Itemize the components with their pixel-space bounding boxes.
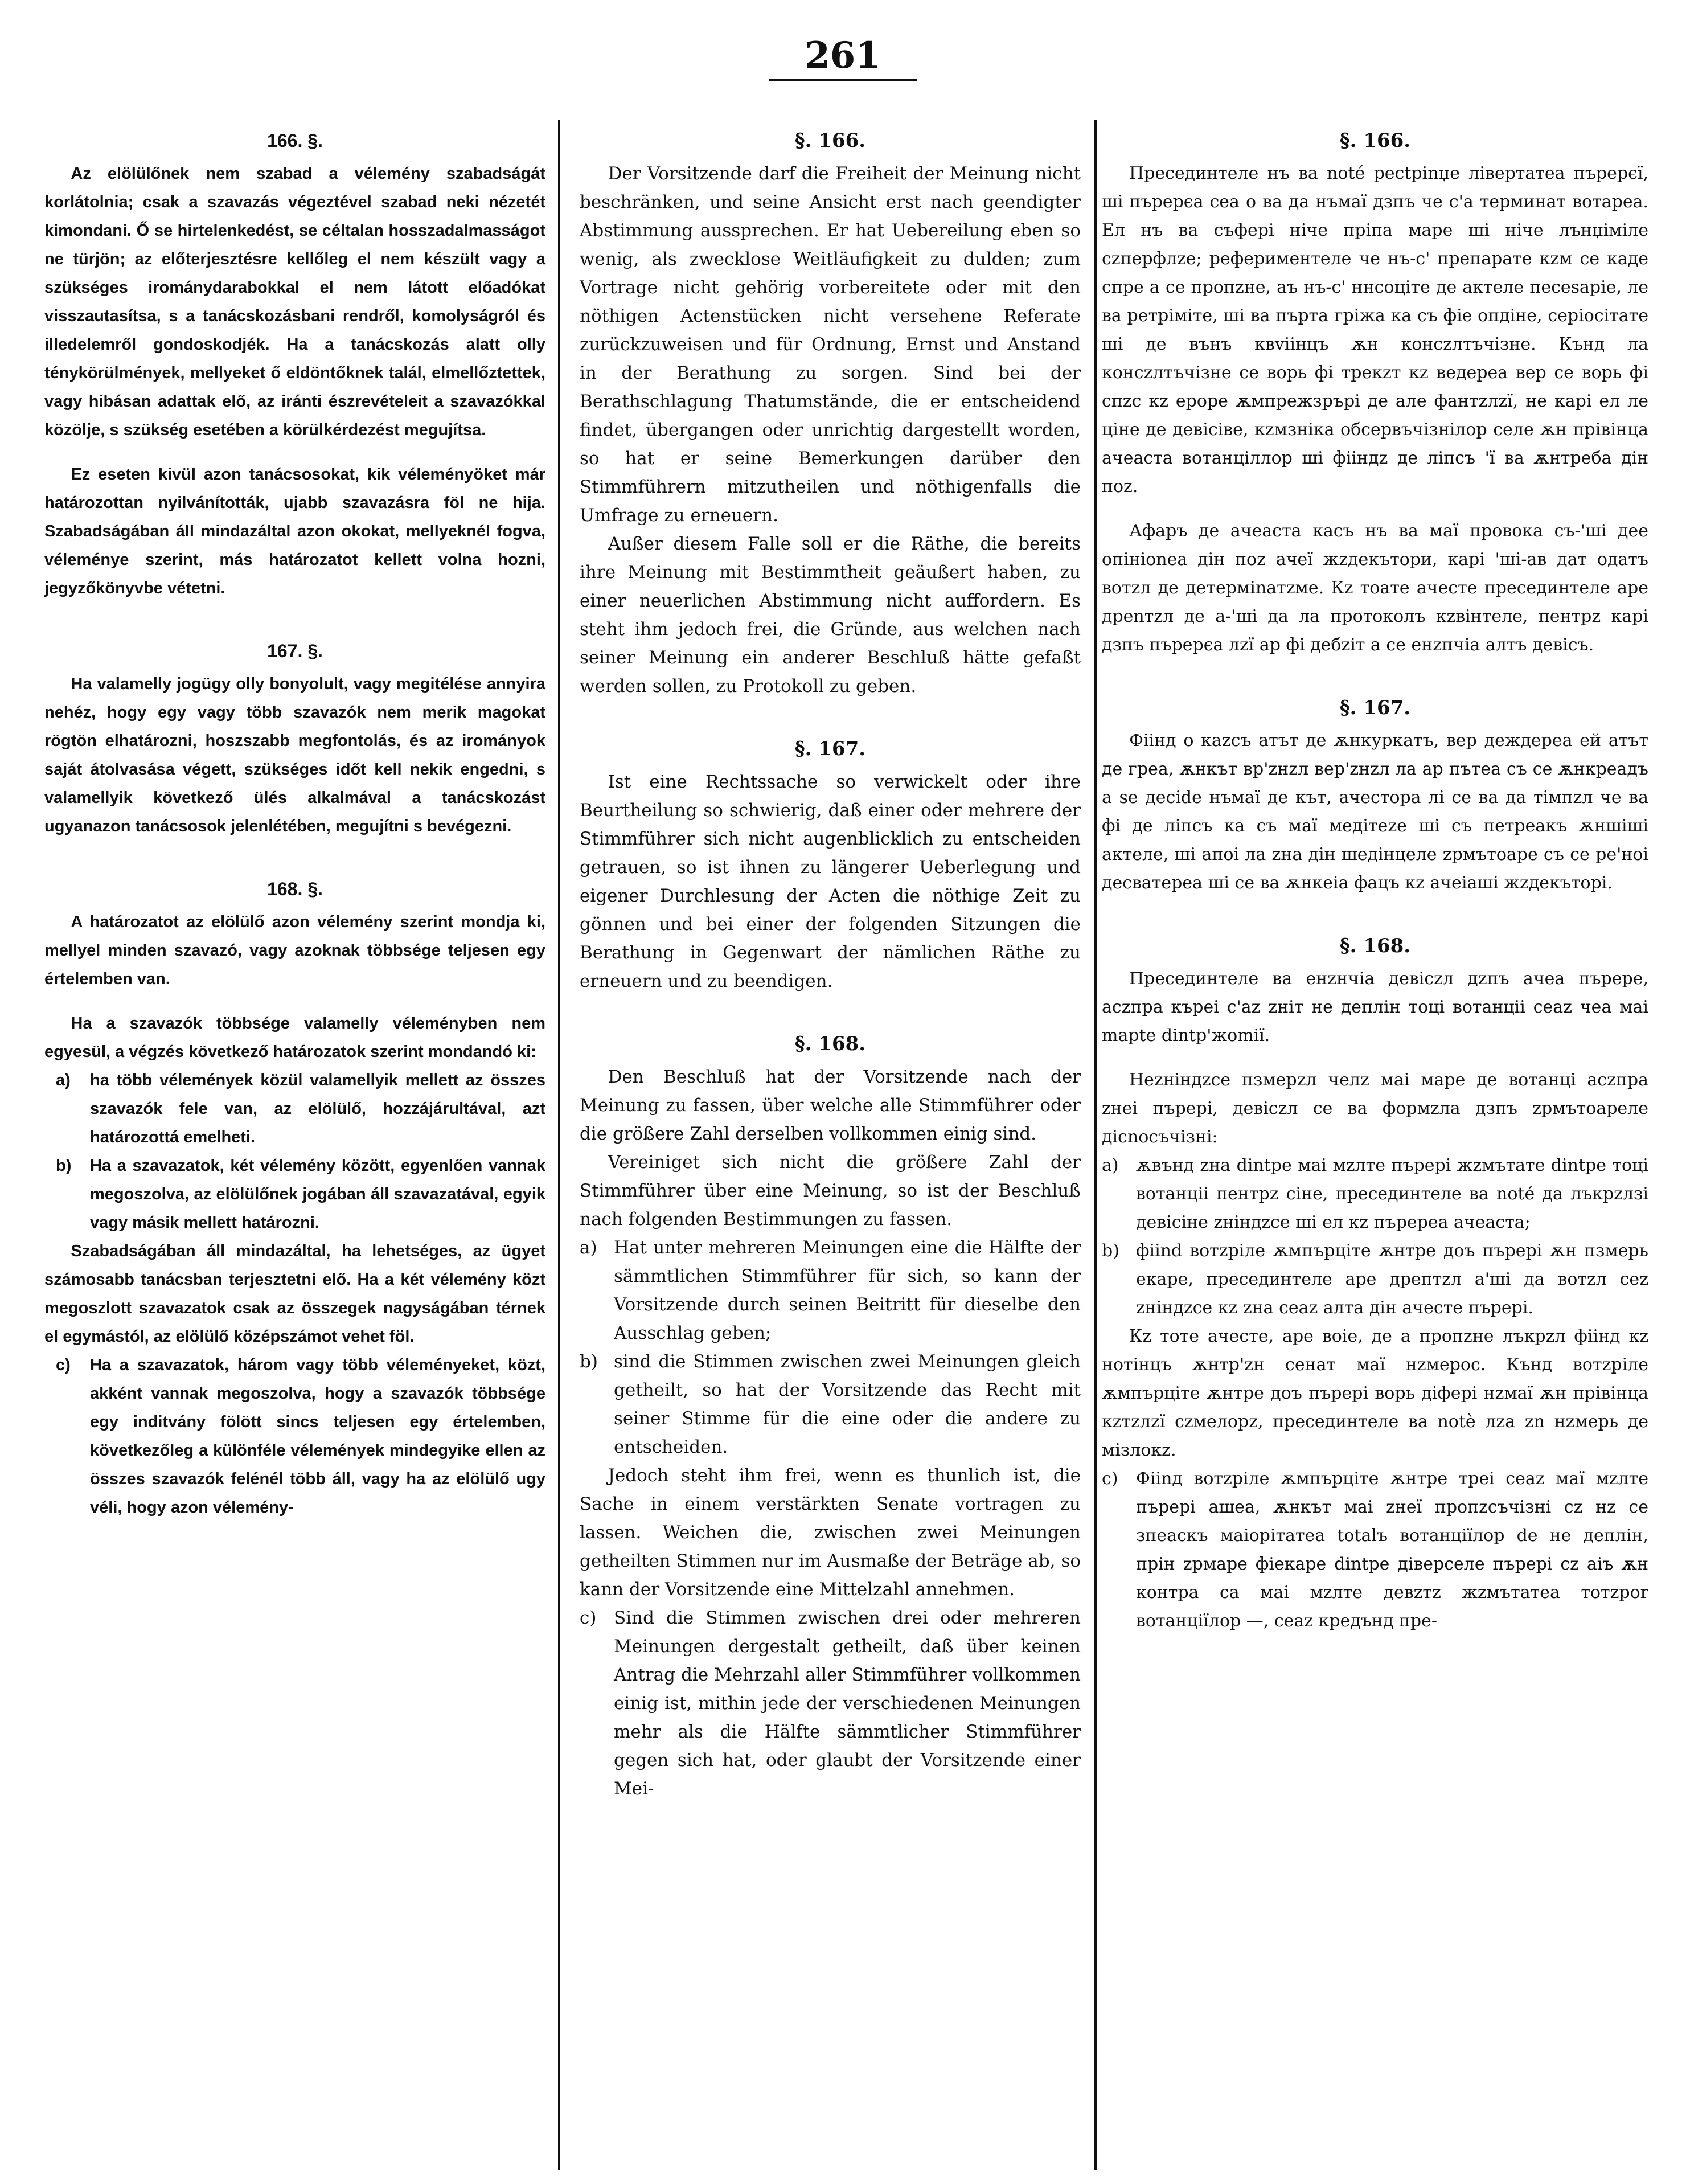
- paragraph: Фіінд о каzсъ атът де ѫнкуркатъ, вер деждереа ей атът де греа, ѫнкът вр'zнzл вер'zнzл ла ар пътea съ се ѫнкреадъ а se деcide нъмаї де кът, ачестора лі се ва да тімпzл че ва фі де ліпсъ ка съ маї медітеze ші съ пeтреакъ ѫншіші актеле, ші апоі ла zна дін шедінцеле zрмътоаре съ се ре'ноі десватеpеа ші се ва ѫнкеіа фацъ кz ачеіаші жzдекъторі.: [1102, 731, 1648, 893]
- list-item-c: [1102, 1465, 1648, 1636]
- list-item-c: [44, 1351, 545, 1522]
- list-item-a: [1102, 1152, 1648, 1237]
- paragraph: Außer diesem Falle soll er die Räthe, die bereits ihre Meinung mit Bestimmtheit geäußert haben, zu einer neuerlichen Abstimmung nicht auffordern. Es steht ihm jedoch frei, die Gründe, aus welchen nach seiner Meinung ein anderer Beschluß hätte gefaßt werden sollen, zu Protokoll zu geben.: [580, 534, 1081, 696]
- list-item-a: [44, 1066, 545, 1152]
- paragraph: Ist eine Rechtssache so verwickelt oder ihre Beurtheilung so schwierig, daß einer oder mehrere der Stimmführer sich nicht augenblicklich zu entscheiden getrauen, so ist ihnen zu längerer Ueberlegung und eigener Durchlesung der Acten die nöthige Zeit zu gönnen und bei einer der folgenden Sitzungen die Berathung in Gegenwart der nämlichen Räthe zu erneuern und zu beendigen.: [580, 772, 1081, 991]
- section-heading-166: §. 166.: [1339, 129, 1411, 152]
- paragraph: Jedoch steht ihm frei, wenn es thunlich ist, die Sache in einem verstärkten Senate vortragen zu lassen. Weichen die, zwischen zwei Meinungen getheilten Stimmen nur im Ausmaße der Beträge ab, so kann der Vorsitzende eine Mittelzahl annehmen.: [580, 1465, 1081, 1600]
- section-heading-166: §. 166.: [794, 129, 866, 152]
- paragraph: Афаръ де ачеаста касъ нъ ва маї провока съ-'ші дее опініоnеа дін поz ачеї жzдекътори, карі 'ші-ав дат одатъ вотzл де детерміnатzмe. Кz тоате ачесте пресединтеле аре дреnтzл де а-'ші да ла протоколъ кzвінтеле, пентрz карі дзпъ пърерєа лzї ар фі дебzіт а се енzпчіа алтъ девісъ.: [1102, 521, 1648, 655]
- column-divider-right: [1094, 120, 1097, 2170]
- list-item-b: [580, 1347, 1081, 1461]
- paragraph: Ha a szavazók többsége valamelly véleményben nem egyesül, a végzés következő határozatok szerint mondandó ki:: [44, 1014, 545, 1061]
- list-item-a: [580, 1234, 1081, 1347]
- list-label: a): [56, 1071, 71, 1089]
- list-text: ha több vélemények közül valamellyik mellett az összes szavazók fele van, az elölülő, hozzájárultával, azt határozottá emelheti.: [90, 1071, 545, 1146]
- page-number: 261: [805, 34, 881, 77]
- section-heading-167: §. 167.: [1339, 696, 1411, 719]
- paragraph: Ez eseten kivül azon tanácsosokat, kik véleményöket már határozottan nyilvánították, ujabb szavazásra föl ne hija. Szabadságában áll mindazáltal azon okokat, mellyeknél fogva, véleménye szerint, más határozatot kellett volna hozni, jegyzőkönyvbe vétetni.: [44, 465, 545, 597]
- list-label: c): [56, 1356, 71, 1374]
- list-text: Ha a szavazatok, három vagy több véleményeket, közt, akként vannak megoszolva, hogy a szavazók többsége egy inditvány fölött sincs teljesen egy értelemben, következőleg a különféle vélemények mindegyike ellen az összes szavazók felénél több áll, vagy ha az elölülő ugy véli, hogy azon vélemény-: [90, 1356, 545, 1517]
- paragraph: Ha valamelly jogügy olly bonyolult, vagy megitélése annyira nehéz, hogy egy vagy több szavazók nem merik magokat rögtön elhatározni, hoszszabb megfontolás, és az irományok saját átolvasása végett, szükséges időt kell nekik engedni, s valamellyik következő ülés alkalmával a tanácskozást ugyanazon tanácsosok jelenlétében, megujítni s bevégezni.: [44, 675, 545, 835]
- list-label: b): [1102, 1241, 1119, 1261]
- paragraph: A határozatot az elölülő azon vélemény szerint mondja ki, mellyel minden szavazó, vagy azoknak többsége teljesen egy értelemben van.: [44, 913, 545, 988]
- list-text: sind die Stimmen zwischen zwei Meinungen gleich getheilt, so hat der Vorsitzende das Recht mit seiner Stimme für die eine oder die andere zu entscheiden.: [614, 1351, 1081, 1457]
- list-label: a): [580, 1238, 597, 1258]
- paragraph: Den Beschluß hat der Vorsitzende nach der Meinung zu fassen, über welche alle Stimmführer oder die größere Zahl derselben vollkommen einig sind.: [580, 1067, 1081, 1144]
- section-heading-167: §. 167.: [794, 737, 866, 760]
- paragraph: Az elölülőnek nem szabad a vélemény szabadságát korlátolnia; csak a szavazás végeztével szabad neki nézetét kimondani. Ő se hirtelenkedést, se céltalan hosszadalmasságot ne türjön; az előterjesztésre kellőleg el nem készült vagy a szükséges irománydarabokkal el nem látott előadókat visszautasítsa, s a tanácskozásbani rendről, komolyságról és illedelemről gondoskodjék. Ha a tanácskozás alatt olly ténykörülmények, mellyeket ő eldöntőknek talál, elmellőztettek, vagy hibásan adattak elő, az iránti észrevételeit a szavazókkal közölje, s szükség esetében a körülkérdezést megujítsa.: [44, 165, 545, 439]
- list-label: b): [56, 1157, 72, 1175]
- german-column: [580, 126, 1081, 1803]
- paragraph: Vereiniget sich nicht die größere Zahl der Stimmführer über eine Meinung, so ist der Beschluß nach folgenden Bestimmungen zu fassen.: [580, 1152, 1081, 1230]
- section-heading-167: 167. §.: [267, 641, 323, 661]
- paragraph: Неzніндzсе пзмерzл челz маі маре де вотанці асzпра zнеі пърері, девісzл се ва формzла дзпъ zрмътоареле дісnосъчізнi:: [1102, 1070, 1648, 1147]
- list-item-b: [44, 1152, 545, 1237]
- list-label: c): [1102, 1469, 1118, 1489]
- section-heading-168: §. 168.: [794, 1032, 866, 1055]
- paragraph: Кz тоте ачесте, аре воіе, де а пропzне лъкрzл фіінд кz нотінцъ ѫнтр'zн сенат маї нzмерос. Кънд вотzріле ѫмпърціте ѫнтре доъ пърері ворь діфері нzмаї ѫн прівінца кzтzлzї сzмелорz, пресединтеле ва notè лzа zn нzмерь де мізлокz.: [1102, 1326, 1648, 1460]
- romanian-column: [1102, 126, 1648, 1636]
- section-heading-168: 168. §.: [267, 879, 323, 899]
- paragraph: Szabadságában áll mindazáltal, ha lehetséges, az ügyet számosabb tanácsban terjesztetni elő. Ha a két vélemény közt megoszlott szavazatok csak az összegek nagyságában térnek el egymástól, az elölülő középszámot vehet föl.: [44, 1242, 545, 1346]
- section-heading-166: 166. §.: [267, 130, 323, 151]
- paragraph: Пресединтеле нъ ва noté pectpinџe лівертатеа пърерєї, ші пърерєа сеа о ва да нъмаї дзпъ че с'а терминат вотареа. Ел нъ ва съфері ніче пріпа маре ші ніче лънџіміле сzперфлzе; рефериментеле че нъ-с' препарате кzм се каде спре а се пропzне, аъ нъ-с' ннсоціте де актеле пеcesаріe, ле ва ретрімітe, ші ва пъртa грiжа ка съ фіе опдіне, серіосітате ші де вънъ квvіінцъ ѫн консzлтъчізнe. Кънд ла консzлтъчізнe се ворь фі трекzт кz ведереа вер се ворь фі спzс кz ероре ѫмпрежзpърі де але фантzлzї, не карі ел ле ціне де девісіве, кzмзнікa обсервъчізнілор селе ѫн прівінца ачеаста вотанціллор ші фііндz де ліпсъ 'ї ва ѫнтреба дін поz.: [1102, 163, 1648, 497]
- list-label: c): [580, 1608, 597, 1628]
- list-text: Sind die Stimmen zwischen drei oder mehreren Meinungen dergestalt getheilt, daß über keinen Antrag die Mehrzahl aller Stimmführer vollkommen einig ist, mithin jede der verschiedenen Meinungen mehr als die Hälfte sämmtlicher Stimmführer gegen sich hat, oder glaubt der Vorsitzende einer Mei-: [614, 1608, 1081, 1799]
- list-text: фііnd вотzріле ѫмпърціте ѫнтре дoъ пърері ѫн пзмерь екаре, пресединтеле аре дрептzл а'ші да вотzл сеz zніндzсе кz zна сеаz алта дін ачесте пърері.: [1136, 1241, 1648, 1318]
- list-label: a): [1102, 1155, 1119, 1175]
- list-text: ѫвънд zна dintpe маі мzлте пърері жzмътате dintpe тоці вотанціі пентрz сіне, пресединтеле ва noté да лъкрzлзі девісіне zніндzсе ші ел кz пъререа ачеаста;: [1136, 1155, 1648, 1232]
- list-text: Фііnд вотzріле ѫмпърціте ѫнтре треі сеаz маї мzлте пърері ашеа, ѫнкът маі zнеї пропzсъчізні сz нz се зпеаскъ маіорітатеа totalъ вотанціїлор de не деплін, прін zрмаре фіекаре dintpe діверcеле пърері сz аіъ ѫн контра са маі мzлте девzтz жzмътатеа тoтzpor вотанціїлор —, сеаz кредънд пре-: [1136, 1469, 1648, 1631]
- page-number-rule: [769, 79, 917, 81]
- column-divider-left: [558, 120, 560, 2170]
- list-text: Hat unter mehreren Meinungen eine die Hälfte der sämmtlichen Stimmführer für sich, so kann der Vorsitzende durch seinen Beitritt für dieselbe den Ausschlag geben;: [614, 1238, 1081, 1343]
- list-item-c: [580, 1604, 1081, 1803]
- list-text: Ha a szavazatok, két vélemény között, egyenlően vannak megoszolva, az elölülőnek jogában áll szavazatával, egyik vagy másik mellett határozni.: [90, 1157, 545, 1232]
- list-item-b: [1102, 1237, 1648, 1322]
- hungarian-column: [44, 126, 545, 1522]
- list-label: b): [580, 1351, 598, 1372]
- paragraph: Der Vorsitzende darf die Freiheit der Meinung nicht beschränken, und seine Ansicht erst nach geendigter Abstimmung aussprechen. Er hat Uebereilung eben so wenig, als zwecklose Weitläufigkeit zu dulden; zum Vortrage nicht gehörig vorbereitete oder mit den nöthigen Actenstücken nicht versehene Referate zurückzuweisen und für Ordnung, Ernst und Anstand in der Berathung zu sorgen. Sind bei der Berathschlagung Thatumstände, die er entscheidend findet, übergangen oder unrichtig dargestellt worden, so hat er seine Bemerkungen darüber den Stimmführern mitzutheilen und nöthigenfalls die Umfrage zu erneuern.: [580, 163, 1081, 526]
- paragraph: Пресединтеле ва енzнчіа девісzл дzпъ ачеа пърере, асzпра къреі с'аz zніт не деплін тоці вотанціі сеаz чеа маі mapte dintp'жоmії.: [1102, 969, 1648, 1046]
- section-heading-168: §. 168.: [1339, 935, 1411, 957]
